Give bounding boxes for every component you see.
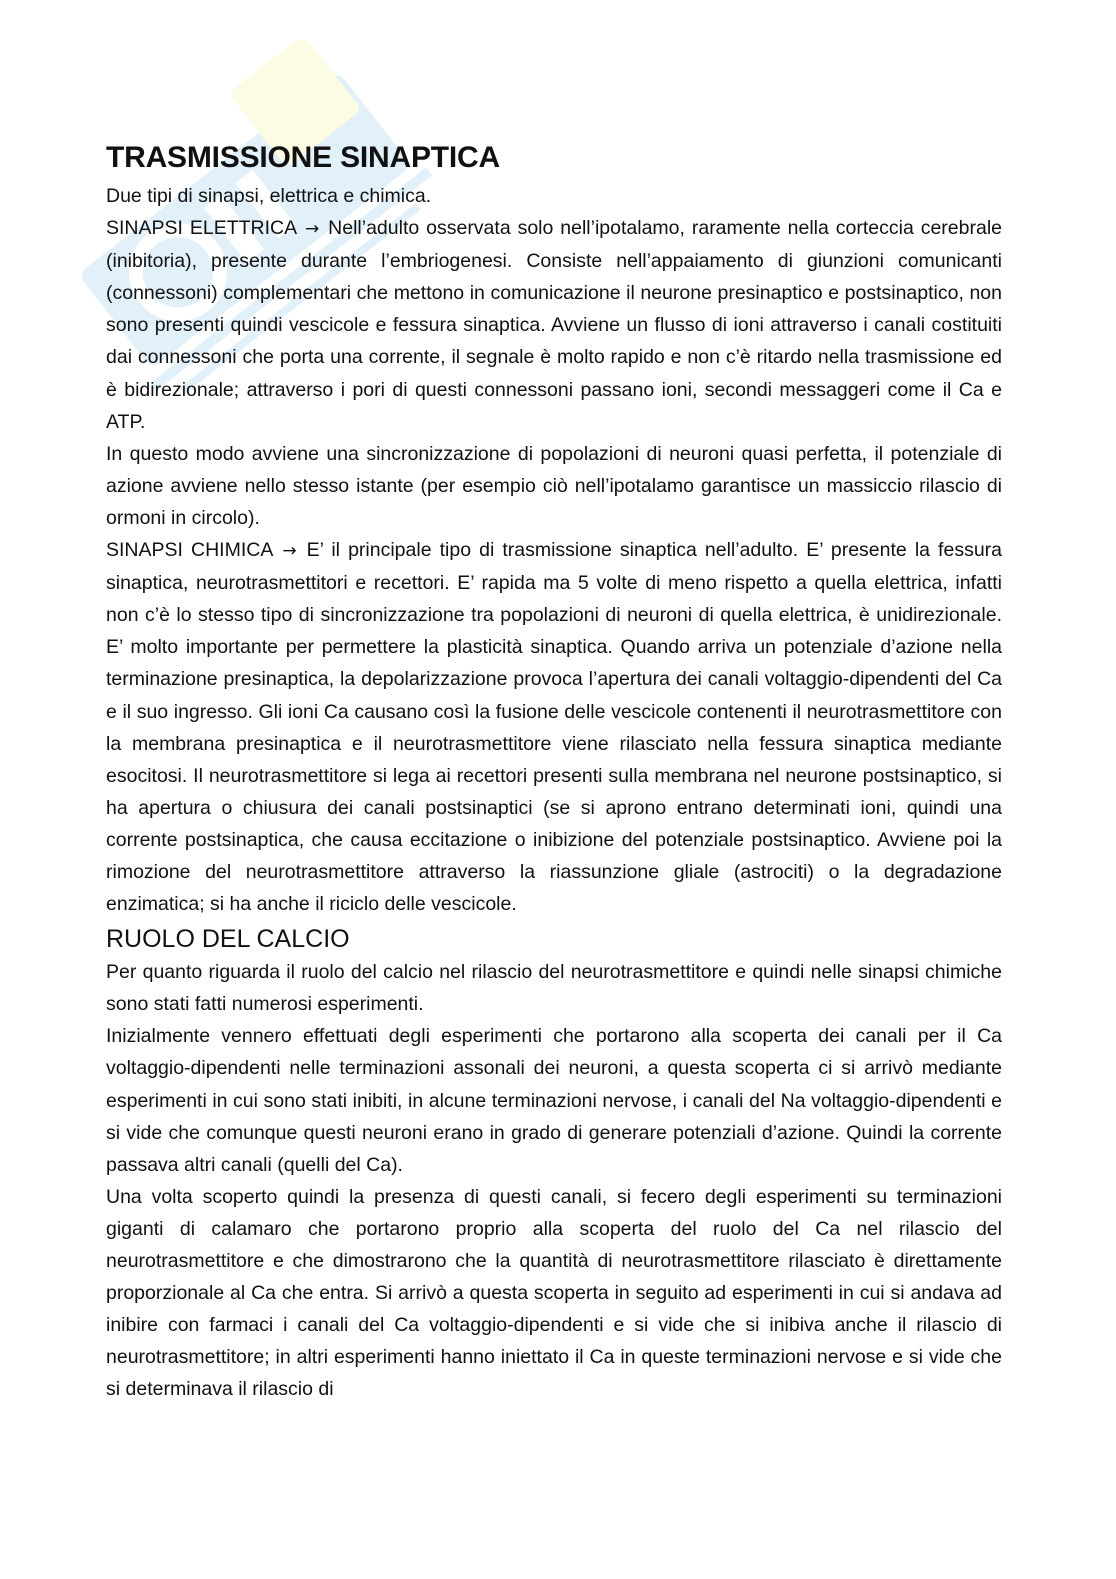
- calcium-section-heading: RUOLO DEL CALCIO: [106, 925, 350, 954]
- electrical-synapse-label: SINAPSI ELETTRICA: [106, 217, 297, 240]
- electrical-synapse-paragraph: [106, 212, 1002, 438]
- document-title: TRASMISSIONE SINAPTICA: [106, 141, 500, 174]
- calcium-paragraph: Una volta scoperto quindi la presenza di questi canali, si fecero degli esperimenti su terminazioni giganti di calamaro che portarono proprio alla scoperta del ruolo del Ca nel rilascio del neurotrasmettitore e che dimostrarono che la quantità di neurotrasmettitore rilasciato è direttamente proporzionale al Ca che entra. Si arrivò a questa scoperta in seguito ad esperimenti in cui si andava ad inibire con farmaci i canali del Ca voltaggio-dipendenti e si vide che si inibiva anche il rilascio di neurotrasmettitore; in altri esperimenti hanno iniettato il Ca in queste terminazioni nervose e si vide che si determinava il rilascio di: [106, 1185, 1002, 1401]
- document-body: [106, 138, 1002, 1405]
- electrical-synapse-text: Nell’adulto osservata solo nell’ipotalamo, raramente nella corteccia cerebrale (inibitoria), presente durante l’embriogenesi. Consiste nell’appaiamento di giunzioni comunicanti (connessoni) complementari che mettono in comunicazione il neurone presinaptico e postsinaptico, non sono presenti quindi vescicole e fessura sinaptica. Avviene un flusso di ioni attraverso i canali costituiti dai connessoni che porta una corrente, il segnale è molto rapido e non c’è ritardo nella trasmissione ed è bidirezionale; attraverso i pori di questi connessoni passano ioni, secondi messaggeri come il Ca e ATP.: [106, 217, 1002, 433]
- chemical-synapse-label: SINAPSI CHIMICA: [106, 539, 273, 562]
- arrow-right-icon: →: [282, 541, 297, 562]
- chemical-synapse-paragraph: [106, 534, 1002, 920]
- calcium-paragraph: Inizialmente vennero effettuati degli esperimenti che portarono alla scoperta dei canali per il Ca voltaggio-dipendenti nelle terminazioni assonali dei neuroni, a questa scoperta ci si arrivò mediante esperimenti in cui sono stati inibiti, in alcune terminazioni nervose, i canali del Na voltaggio-dipendenti e si vide che comunque questi neuroni erano in grado di generare potenziali d’azione. Quindi la corrente passava altri canali (quelli del Ca).: [106, 1025, 1002, 1176]
- arrow-right-icon: →: [304, 219, 320, 240]
- chemical-synapse-text: E’ il principale tipo di trasmissione sinaptica nell’adulto. E’ presente la fessura sinaptica, neurotrasmettitori e recettori. E’ rapida ma 5 volte di meno rispetto a quella elettrica, infatti non c’è lo stesso tipo di sincronizzazione tra popolazioni di neuroni di quella elettrica, è unidirezionale. E’ molto importante per permettere la plasticità sinaptica. Quando arriva un potenziale d’azione nella terminazione presinaptica, la depolarizzazione provoca l’apertura dei canali voltaggio-dipendenti del Ca e il suo ingresso. Gli ioni Ca causano così la fusione delle vescicole contenenti il neurotrasmettitore con la membrana presinaptica e il neurotrasmettitore viene rilasciato nella fessura sinaptica mediante esocitosi. Il neurotrasmettitore si lega ai recettori presenti sulla membrana nel neurone postsinaptico, si ha apertura o chiusura dei canali postsinaptici (se si aprono entrano determinati ioni, quindi una corrente postsinaptica, che causa eccitazione o inibizione del potenziale postsinaptico. Avviene poi la rimozione del neurotrasmettitore attraverso la riassunzione gliale (astrociti) o la degradazione enzimatica; si ha anche il riciclo delle vescicole.: [106, 539, 1003, 916]
- synchronization-paragraph: In questo modo avviene una sincronizzazione di popolazioni di neuroni quasi perfetta, il potenziale di azione avviene nello stesso istante (per esempio ciò nell’ipotalamo garantisce un massiccio rilascio di ormoni in circolo).: [106, 442, 1002, 529]
- calcium-paragraph: Per quanto riguarda il ruolo del calcio nel rilascio del neurotrasmettitore e quindi nelle sinapsi chimiche sono stati fatti numerosi esperimenti.: [106, 961, 1002, 1016]
- intro-paragraph: Due tipi di sinapsi, elettrica e chimica.: [106, 185, 432, 207]
